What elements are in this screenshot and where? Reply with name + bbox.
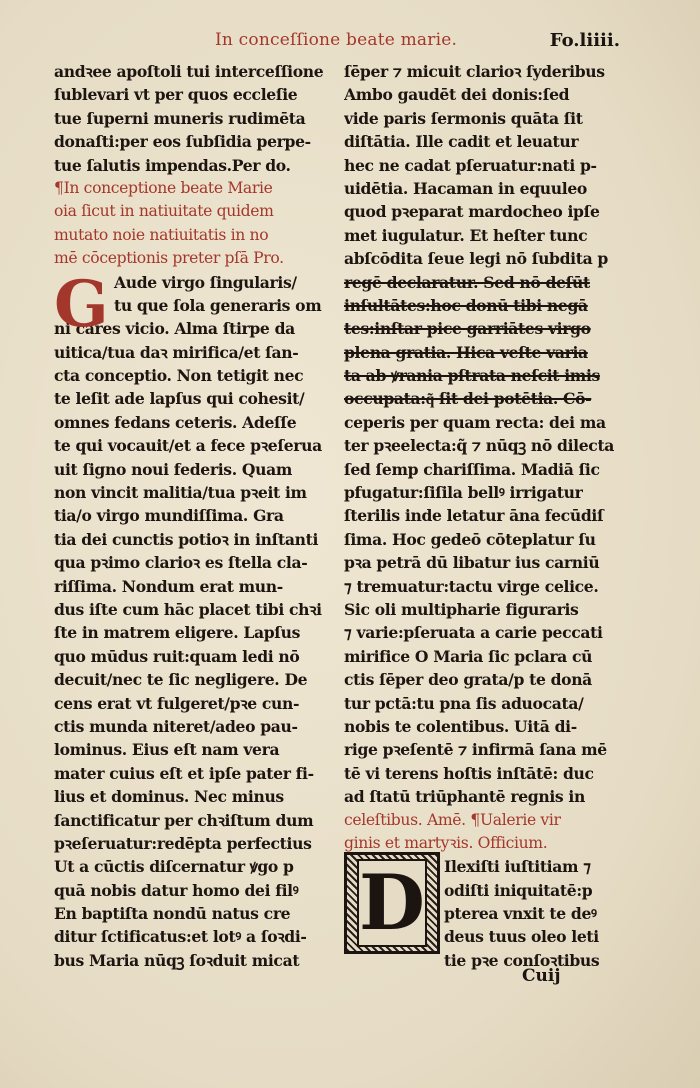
- text-line: tē vi terens hoſtis inſtātē: duc: [344, 763, 594, 783]
- text-line: regē declaratur. Sed nō deſūt: [344, 272, 590, 292]
- text-line: ni cares vicio. Alma ſtirpe da: [54, 319, 295, 339]
- text-line: pfugatur:ſiſila bellꝰ irrigatur: [344, 483, 583, 503]
- text-line: quā nobis datur homo dei filꝰ: [54, 880, 299, 900]
- text-line: decuit/nec te ſic negligere. De: [54, 670, 308, 690]
- text-line: pꝛa petrā dū libatur ius carniū: [344, 553, 600, 573]
- text-line: riſſima. Nondum erat mun‑: [54, 576, 283, 596]
- text-line: tu que ſola generaris om: [114, 295, 322, 315]
- text-line: omnes fedans ceteris. Adeſſe: [54, 412, 297, 432]
- text-line: ta ab ꝟrania pſtrata neſcit imis: [344, 366, 600, 386]
- text-line: uit ſigno noui federis. Quam: [54, 459, 292, 479]
- right-column: [344, 60, 626, 972]
- text-line: mirifice O Maria ſic pclara cū: [344, 646, 593, 666]
- text-line: met iugulatur. Et heſter tunc: [344, 225, 588, 245]
- text-line: tur pctā:tu pna ſis aduocata/: [344, 693, 584, 713]
- text-line: mē cōceptionis preter pſā Pro.: [54, 249, 284, 268]
- left-column: [54, 60, 336, 972]
- text-line: occupata:q͂ ſit dei potētia. Cō‑: [344, 389, 592, 409]
- text-line: En baptiſta nondū natus cre: [54, 904, 291, 924]
- text-line: donaſti:per eos ſubſidia perpe‑: [54, 132, 311, 152]
- woodcut-initial-d: [344, 852, 440, 954]
- text-line: Sic oli multipharie figuraris: [344, 599, 579, 619]
- text-line: rige pꝛeſentē ⁊ infirmā ſana mē: [344, 740, 607, 760]
- text-line: dus iſte cum hāc placet tibi chꝛi: [54, 599, 322, 619]
- text-line: tes:inſtar pice garriātes virgo: [344, 319, 591, 339]
- catchword: Cuij: [522, 966, 561, 986]
- text-line: inſultātes:hoc donū tibi negā: [344, 295, 588, 315]
- text-line: cens erat vt fulgeret/pꝛe cun‑: [54, 693, 300, 713]
- text-line: mater cuius eſt et ipſe pater fi‑: [54, 763, 314, 783]
- text-line: tia/o virgo mundiſſima. Gra: [54, 506, 284, 526]
- text-line: diſtātia. Ille cadit et leuatur: [344, 132, 579, 152]
- text-line: lius et dominus. Nec minus: [54, 787, 284, 807]
- text-line: tie pꝛe conſoꝛtibus: [444, 950, 600, 970]
- text-line: odiſti iniquitatē:p: [444, 880, 593, 900]
- text-line: Aude virgo ſingularis/: [114, 272, 297, 292]
- text-line: qua pꝛimo clarioꝛ es ſtella cla‑: [54, 553, 308, 573]
- text-line: uidētia. Hacaman in equuleo: [344, 178, 587, 198]
- text-line: ad ſtatū triūphantē regnis in: [344, 787, 585, 807]
- folio-number: Fo.liiii.: [549, 30, 620, 51]
- text-line: mutato noie natiuitatis in no: [54, 225, 269, 244]
- text-line: ⁊ varie:pſeruata a carie peccati: [344, 623, 603, 643]
- text-line: tia dei cunctis potioꝛ in inſtanti: [54, 529, 319, 549]
- text-line: Ut a cūctis diſcernatur ꝟgo p: [54, 857, 294, 877]
- text-line: hec ne cadat pſeruatur:nati p‑: [344, 155, 597, 175]
- text-line: Ambo gaudēt dei donis:ſed: [344, 85, 570, 105]
- text-line: ſterilis inde letatur āna fecūdiſ: [344, 506, 604, 526]
- text-line: ſima. Hoc gedeō cōteplatur ſu: [344, 529, 596, 549]
- text-line: tue ſalutis impendas.Per do.: [54, 155, 291, 175]
- text-line: ⁊ tremuatur:tactu virge celice.: [344, 576, 599, 596]
- initial-letter-d: D: [357, 859, 427, 947]
- text-line: andꝛee apoſtoli tui interceſſione: [54, 62, 324, 81]
- text-line: ditur ſctificatus:et lotꝰ a ſoꝛdi‑: [54, 927, 307, 947]
- text-line: ctis ſēper deo grata/p te donā: [344, 670, 592, 690]
- text-line: te leſit ade lapſus qui cohesit/: [54, 389, 305, 409]
- page-header: [60, 28, 620, 58]
- text-line: ginis et martyꝛis. Officium.: [344, 833, 548, 852]
- text-line: celeſtibus. Amē. ¶Ualerie vir: [344, 810, 561, 829]
- text-line: bus Maria nūqꝫ ſoꝛduit micat: [54, 950, 300, 970]
- text-line: ¶In conceptione beate Marie: [54, 178, 273, 197]
- text-line: ſēper ⁊ micuit clarioꝛ ſyderibus: [344, 62, 605, 81]
- text-line: te qui vocauit/et a fece pꝛeſerua: [54, 436, 322, 456]
- text-line: ſed ſemp chariſſima. Madiā ſic: [344, 459, 600, 479]
- text-line: vide paris ſermonis quāta ſit: [344, 108, 583, 128]
- text-line: quo mūdus ruit:quam ledi nō: [54, 646, 300, 666]
- text-line: ter pꝛeelecta:q̃ ⁊ nūqꝫ nō dilecta: [344, 436, 615, 456]
- text-line: uitica/tua daꝛ mirifica/et ſan‑: [54, 342, 299, 362]
- text-line: non vincit malitia/tua pꝛeit im: [54, 483, 307, 503]
- text-line: nobis te colentibus. Uitā di‑: [344, 716, 577, 736]
- initial-letter-g: G: [54, 266, 109, 342]
- text-line: oia ſicut in natiuitate quidem: [54, 202, 274, 221]
- text-line: deus tuus oleo leti: [444, 927, 599, 947]
- text-line: lominus. Eius eſt nam vera: [54, 740, 280, 760]
- text-line: ſte in matrem eligere. Lapſus: [54, 623, 301, 643]
- text-line: abſcōdita ſeue legi nō ſubdita p: [344, 249, 608, 269]
- running-title: In conceſſione beate marie.: [215, 30, 458, 50]
- text-line: ſublevari vt per quos eccleſie: [54, 85, 298, 105]
- text-line: quod pꝛeparat mardocheo ipſe: [344, 202, 600, 222]
- text-line: tue ſuperni muneris rudimēta: [54, 108, 306, 128]
- text-line: ceperis per quam recta: dei ma: [344, 412, 606, 432]
- text-line: pterea vnxit te deꝰ: [444, 904, 597, 924]
- text-line: Ilexiſti iuſtitiam ⁊: [444, 857, 591, 877]
- text-line: ſanctificatur per chꝛiſtum dum: [54, 810, 314, 830]
- text-line: ctis munda niteret/adeo pau‑: [54, 716, 298, 736]
- text-line: cta conceptio. Non tetigit nec: [54, 366, 304, 386]
- text-line: pꝛeſeruatur:redēpta perfectius: [54, 833, 312, 853]
- text-line: plena gratia. Hica veſte varia: [344, 342, 588, 362]
